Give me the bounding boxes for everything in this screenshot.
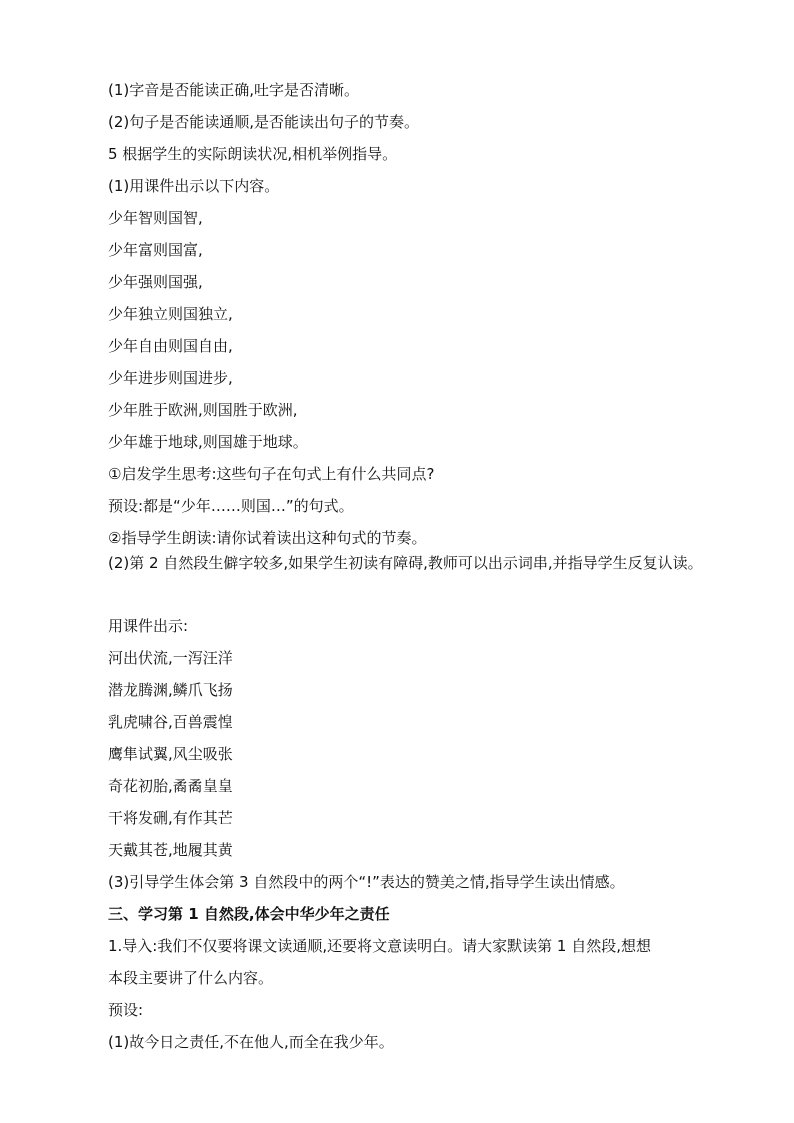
text-line: (1)字音是否能读正确,吐字是否清晰。 [108,81,360,99]
text-line: (2)第 2 自然段生僻字较多,如果学生初读有障碍,教师可以出示词串,并指导学生反复认读。 [108,554,703,572]
text-line: 天戴其苍,地履其黄 [108,841,233,859]
text-line: 河出伏流,一泻汪洋 [108,649,233,667]
text-line: 预设:都是“少年……则国…”的句式。 [108,497,354,515]
text-line: 乳虎啸谷,百兽震惶 [108,713,233,731]
section-heading: 三、学习第 1 自然段,体会中华少年之责任 [108,905,390,923]
text-line: 奇花初胎,矞矞皇皇 [108,777,233,795]
text-line: (1)用课件出示以下内容。 [108,177,280,195]
text-line: 少年富则国富, [108,241,203,259]
text-line: 少年智则国智, [108,209,203,227]
text-line: (3)引导学生体会第 3 自然段中的两个“!”表达的赞美之情,指导学生读出情感。 [108,873,625,891]
text-line: 潜龙腾渊,鳞爪飞扬 [108,681,233,699]
text-line: 少年强则国强, [108,273,203,291]
text-line: 干将发硎,有作其芒 [108,809,233,827]
text-line: (1)故今日之责任,不在他人,而全在我少年。 [108,1033,394,1051]
text-line: 本段主要讲了什么内容。 [108,969,274,987]
text-line: 1.导入:我们不仅要将课文读通顺,还要将文意读明白。请大家默读第 1 自然段,想想 [108,937,651,955]
text-line: 5 根据学生的实际朗读状况,相机举例指导。 [108,145,398,163]
text-line: 预设: [108,1001,144,1019]
text-line: 少年自由则国自由, [108,337,233,355]
text-line: 少年独立则国独立, [108,305,233,323]
text-line: 鹰隼试翼,风尘吸张 [108,745,233,763]
text-line: (2)句子是否能读通顺,是否能读出句子的节奏。 [108,113,420,131]
text-line: 少年雄于地球,则国雄于地球。 [108,433,308,451]
text-line: 少年胜于欧洲,则国胜于欧洲, [108,401,298,419]
text-line: 少年进步则国进步, [108,369,233,387]
text-line: ①启发学生思考:这些句子在句式上有什么共同点? [108,465,435,483]
text-line: 用课件出示: [108,617,189,635]
text-line: ②指导学生朗读:请你试着读出这种句式的节奏。 [108,529,427,547]
